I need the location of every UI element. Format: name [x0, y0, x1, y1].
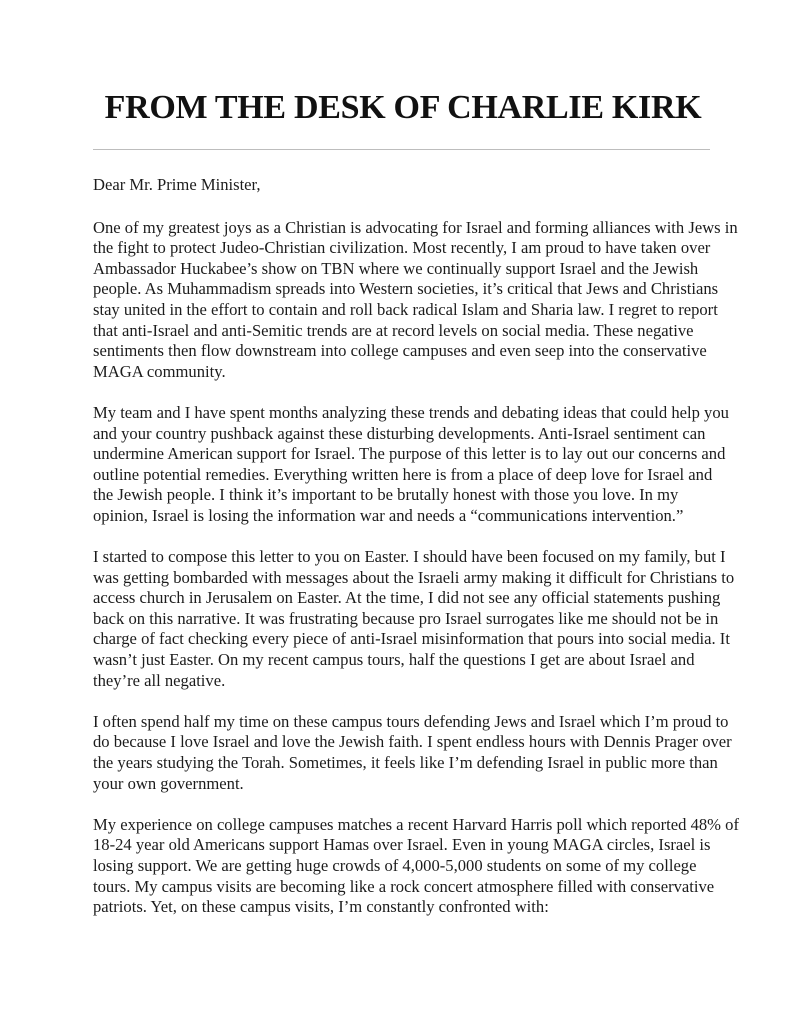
paragraph — [93, 217, 738, 383]
paragraph-line: the fight to protect Judeo-Christian civilization. Most recently, I am proud to have taken over — [93, 238, 711, 258]
paragraph-line: outline potential remedies. Everything written here is from a place of deep love for Israel and — [93, 464, 713, 484]
paragraph-line: patriots. Yet, on these campus visits, I’m constantly confronted with: — [93, 897, 549, 917]
paragraph-line: the Jewish people. I think it’s important to be brutally honest with those you love. In my — [93, 485, 679, 505]
letterhead-title: FROM THE DESK OF CHARLIE KIRK — [104, 89, 702, 126]
letter-body — [93, 175, 739, 938]
paragraph-line: 18-24 year old Americans support Hamas over Israel. Even in young MAGA circles, Israel is — [93, 835, 711, 855]
paragraph-line: wasn’t just Easter. On my recent campus tours, half the questions I get are about Israel and — [93, 650, 695, 670]
paragraph-line: undermine American support for Israel. The purpose of this letter is to lay out our concerns and — [93, 444, 726, 464]
paragraph-line: stay united in the effort to contain and roll back radical Islam and Sharia law. I regret to report — [93, 299, 718, 319]
paragraph-line: was getting bombarded with messages about the Israeli army making it difficult for Christians to — [93, 567, 735, 587]
paragraph-line: do because I love Israel and love the Jewish faith. I spent endless hours with Dennis Prager over — [93, 732, 732, 752]
paragraph-line: back on this narrative. It was frustrating because pro Israel surrogates like me should not be in — [93, 608, 719, 628]
paragraph-line: that anti-Israel and anti-Semitic trends are at record levels on social media. These negative — [93, 320, 694, 340]
salutation: Dear Mr. Prime Minister, — [93, 175, 261, 194]
paragraph-line: and your country pushback against these disturbing developments. Anti-Israel sentiment can — [93, 423, 706, 443]
paragraph-line: I started to compose this letter to you on Easter. I should have been focused on my family, but I — [93, 547, 726, 567]
paragraph-line: One of my greatest joys as a Christian is advocating for Israel and forming alliances with Jews in — [93, 217, 738, 237]
paragraph — [93, 814, 739, 918]
paragraph-line: sentiments then flow downstream into college campuses and even seep into the conservative — [93, 341, 707, 361]
paragraph-line: access church in Jerusalem on Easter. At the time, I did not see any official statements pushing — [93, 588, 721, 608]
paragraph-line: opinion, Israel is losing the information war and needs a “communications intervention.” — [93, 505, 684, 525]
paragraph-line: My experience on college campuses matches a recent Harvard Harris poll which reported 48% of — [93, 814, 739, 834]
paragraph-line: your own government. — [93, 773, 244, 793]
paragraph-line: the years studying the Torah. Sometimes, it feels like I’m defending Israel in public more than — [93, 753, 718, 773]
letterhead-divider — [93, 149, 710, 150]
paragraph-line: charge of fact checking every piece of anti-Israel misinformation that pours into social media. It — [93, 629, 730, 649]
paragraph-line: they’re all negative. — [93, 670, 226, 690]
paragraph — [93, 402, 729, 527]
paragraph-line: My team and I have spent months analyzing these trends and debating ideas that could help you — [93, 402, 729, 422]
paragraph-line: tours. My campus visits are becoming like a rock concert atmosphere filled with conservative — [93, 876, 715, 896]
paragraph-line: people. As Muhammadism spreads into Western societies, it’s critical that Jews and Christians — [93, 279, 719, 299]
paragraph-line: MAGA community. — [93, 361, 226, 381]
paragraph-line: losing support. We are getting huge crowds of 4,000-5,000 students on some of my college — [93, 856, 697, 875]
paragraph-line: Ambassador Huckabee’s show on TBN where we continually support Israel and the Jewish — [93, 258, 699, 278]
paragraph-line: I often spend half my time on these campus tours defending Jews and Israel which I’m proud to — [93, 711, 729, 731]
paragraph — [93, 547, 735, 691]
paragraph — [93, 711, 732, 794]
